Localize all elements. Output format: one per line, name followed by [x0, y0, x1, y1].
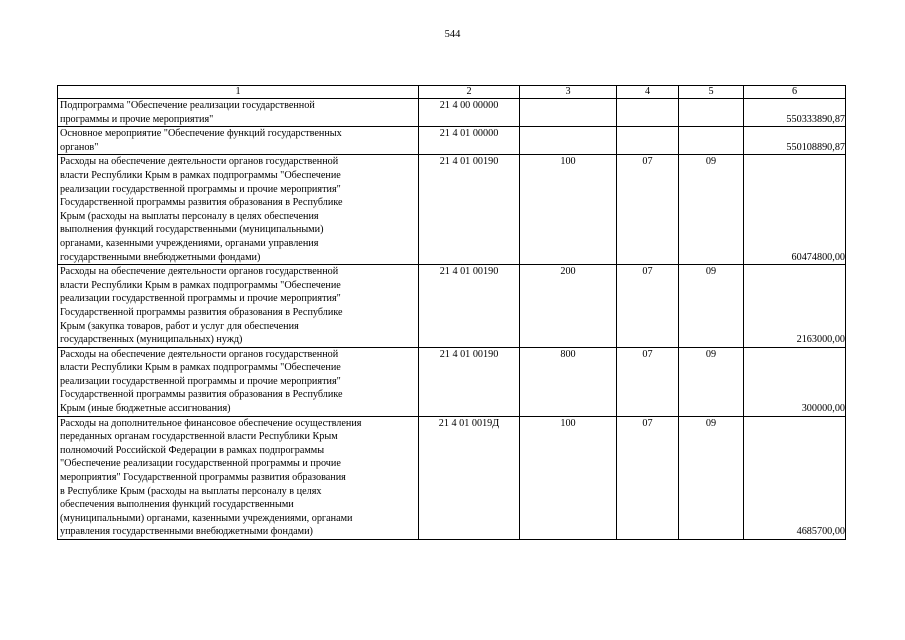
row-rz [617, 99, 679, 127]
header-col-2: 2 [419, 86, 520, 99]
row-name: Расходы на дополнительное финансовое обеспечение осуществления переданных органам государственной власти Республики Крым полномочий Российской Федерации в рамках подпрограммы "Обеспечение реализации государственной программы и прочие мероприятия" Государственной программы развития образования в Республике Крым (расходы на выплаты персоналу в целях обеспечения выполнения функций государственными (муниципальными) органами, казенными учреждениями, органами управления государственными внебюджетными фондами) [60, 417, 362, 538]
row-name: Подпрограмма "Обеспечение реализации государственной программы и прочие мероприятия" [60, 100, 315, 125]
row-name: Расходы на обеспечение деятельности органов государственной власти Республики Крым в рамках подпрограммы "Обеспечение реализации государственной программы и прочие мероприятия" Государственной программы развития образования в Республике Крым (закупка товаров, работ и услуг для обеспечения государственных (муниципальных) нужд) [60, 266, 343, 346]
table-row [58, 265, 846, 348]
row-pr [679, 99, 744, 127]
row-pr [679, 127, 744, 155]
row-amount: 550333890,87 [744, 99, 846, 127]
row-name: Расходы на обеспечение деятельности органов государственной власти Республики Крым в рамках подпрограммы "Обеспечение реализации государственной программы и прочие мероприятия" Государственной программы развития образования в Республике Крым (иные бюджетные ассигнования) [60, 348, 343, 415]
row-amount: 2163000,00 [744, 265, 846, 348]
table-row [58, 99, 846, 127]
table-row [58, 347, 846, 416]
row-code: 21 4 01 00190 [419, 155, 520, 265]
row-vr [520, 99, 617, 127]
header-col-1: 1 [58, 86, 419, 99]
row-code: 21 4 01 0019Д [419, 416, 520, 539]
row-vr: 100 [520, 416, 617, 539]
row-rz: 07 [617, 155, 679, 265]
row-rz: 07 [617, 265, 679, 348]
row-rz: 07 [617, 416, 679, 539]
header-col-4: 4 [617, 86, 679, 99]
table-row [58, 155, 846, 265]
row-rz [617, 127, 679, 155]
row-amount: 300000,00 [744, 347, 846, 416]
row-vr: 800 [520, 347, 617, 416]
row-amount: 550108890,87 [744, 127, 846, 155]
row-name: Расходы на обеспечение деятельности органов государственной власти Республики Крым в рамках подпрограммы "Обеспечение реализации государственной программы и прочие мероприятия" Государственной программы развития образования в Республике Крым (расходы на выплаты персоналу в целях обеспечения выполнения функций государственными (муниципальными) органами, казенными учреждениями, органами управления государственными внебюджетными фондами) [60, 156, 343, 263]
row-pr: 09 [679, 155, 744, 265]
row-rz: 07 [617, 347, 679, 416]
row-vr [520, 127, 617, 155]
row-code: 21 4 01 00000 [419, 127, 520, 155]
row-name: Основное мероприятие "Обеспечение функций государственных органов" [60, 128, 342, 153]
row-code: 21 4 00 00000 [419, 99, 520, 127]
row-pr: 09 [679, 416, 744, 539]
header-col-3: 3 [520, 86, 617, 99]
page-number: 544 [444, 29, 461, 40]
budget-table [57, 85, 846, 540]
row-pr: 09 [679, 265, 744, 348]
row-vr: 100 [520, 155, 617, 265]
row-amount: 4685700,00 [744, 416, 846, 539]
row-code: 21 4 01 00190 [419, 347, 520, 416]
row-code: 21 4 01 00190 [419, 265, 520, 348]
header-col-5: 5 [679, 86, 744, 99]
header-row [58, 86, 846, 99]
row-amount: 60474800,00 [744, 155, 846, 265]
header-col-6: 6 [744, 86, 846, 99]
row-vr: 200 [520, 265, 617, 348]
table-row [58, 127, 846, 155]
table-row [58, 416, 846, 539]
row-pr: 09 [679, 347, 744, 416]
